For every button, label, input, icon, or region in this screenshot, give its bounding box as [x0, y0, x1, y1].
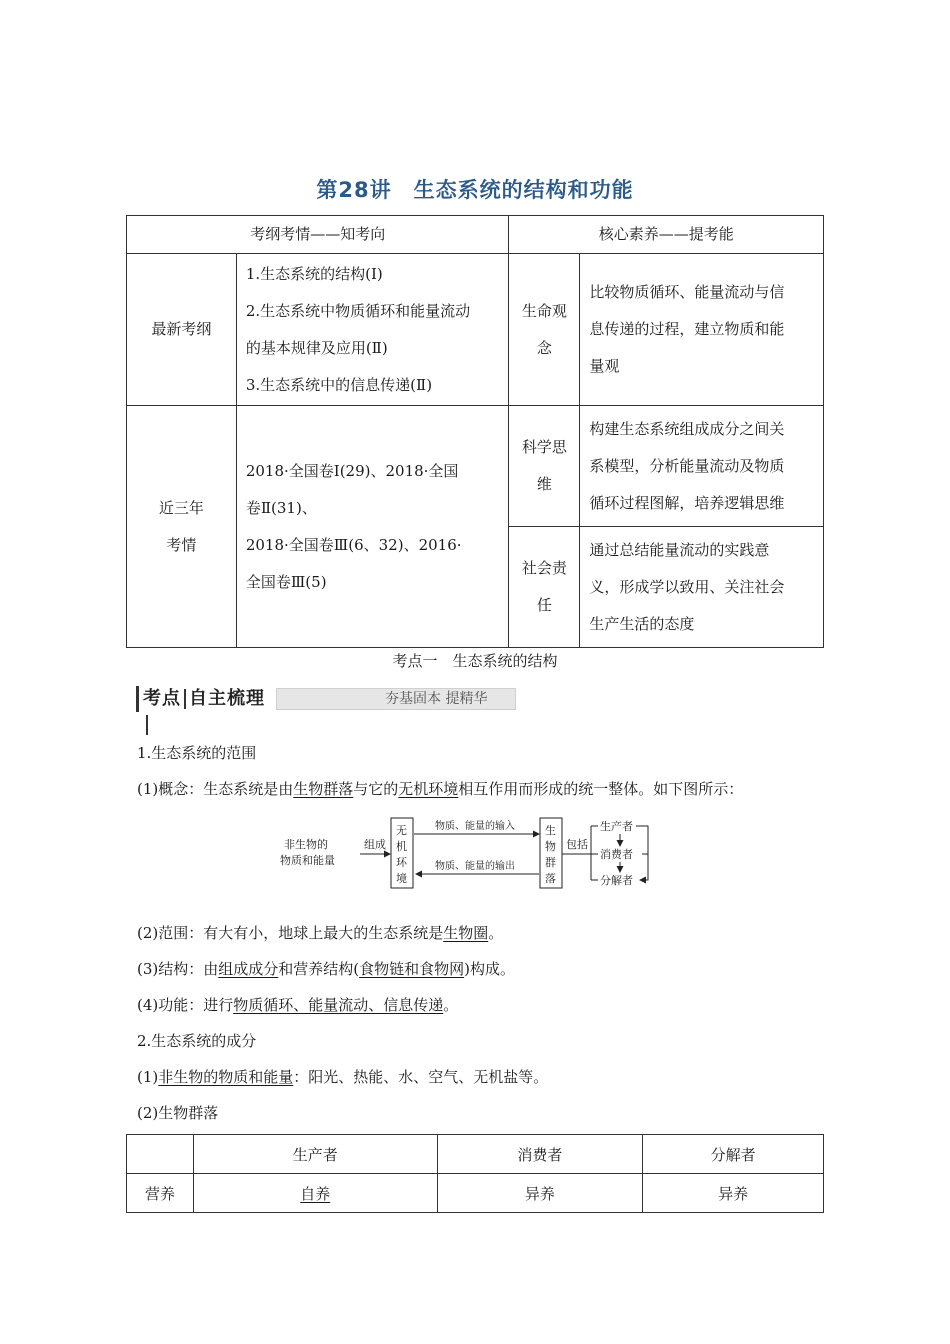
env-char-2: 机 — [396, 840, 407, 853]
page-title: 第28讲 生态系统的结构和功能 — [316, 178, 634, 202]
comm-cell-consumer: 异养 — [437, 1174, 643, 1213]
comm-row-label: 营养 — [127, 1174, 194, 1213]
community-char-3: 群 — [545, 856, 556, 869]
ecosystem-diagram — [280, 812, 670, 894]
header-right: 核心素养——提考能 — [509, 216, 824, 254]
row-label-latest: 最新考纲 — [127, 254, 237, 406]
env-char-3: 环 — [396, 856, 407, 869]
heading-ecosystem-components: 2.生态系统的成分 — [137, 1032, 257, 1050]
exam-requirements-table — [126, 215, 824, 648]
structure-paragraph: (3)结构：由组成成分和营养结构(食物链和食物网)构成。 — [137, 960, 515, 978]
literacy-name-3: 社会责 任 — [509, 527, 580, 648]
comm-header-producer: 生产者 — [193, 1135, 437, 1174]
heading-ecosystem-scope: 1.生态系统的范围 — [137, 744, 257, 762]
literacy-desc-3: 通过总结能量流动的实践意 义，形成学以致用、关注社会 生产生活的态度 — [580, 527, 824, 648]
literacy-desc-1: 比较物质循环、能量流动与信 息传递的过程，建立物质和能 量观 — [580, 254, 824, 406]
env-char-4: 境 — [396, 872, 407, 885]
consumer-label: 消费者 — [600, 848, 633, 861]
comm-header-consumer: 消费者 — [437, 1135, 643, 1174]
community-heading: (2)生物群落 — [137, 1104, 219, 1122]
header-left: 考纲考情——知考向 — [127, 216, 509, 254]
compose-label: 组成 — [364, 838, 386, 851]
recent-exams: 2018·全国卷Ⅰ(29)、2018·全国 卷Ⅱ(31)、 2018·全国卷Ⅲ(6、32)、2016· 全国卷Ⅲ(5) — [236, 406, 509, 648]
section-banner — [136, 686, 516, 712]
scope-paragraph: (2)范围：有大有小，地球上最大的生态系统是生物圈。 — [137, 924, 504, 942]
comm-cell-producer: 自养 — [193, 1174, 437, 1213]
function-paragraph: (4)功能：进行物质循环、能量流动、信息传递。 — [137, 996, 459, 1014]
comm-header-empty — [127, 1135, 194, 1174]
comm-cell-decomposer: 异养 — [643, 1174, 824, 1213]
latest-requirements: 1.生态系统的结构(Ⅰ) 2.生态系统中物质循环和能量流动 的基本规律及应用(Ⅱ) 3.生态系统中的信息传递(Ⅱ) — [236, 254, 509, 406]
concept-paragraph: (1)概念：生态系统是由生物群落与它的无机环境相互作用而形成的统一整体。如下图所示： — [137, 780, 744, 798]
literacy-name-1: 生命观 念 — [509, 254, 580, 406]
literacy-name-2: 科学思 维 — [509, 406, 580, 527]
abiotic-label-2: 物质和能量 — [280, 854, 335, 867]
comm-header-decomposer: 分解者 — [643, 1135, 824, 1174]
section-title: 考点一 生态系统的结构 — [392, 652, 558, 670]
env-char-1: 无 — [396, 824, 407, 837]
banner-label: 考点 自主梳理 — [136, 686, 272, 712]
abiotic-label-1: 非生物的 — [284, 838, 328, 851]
banner-tagline: 夯基固本 提精华 — [276, 688, 516, 710]
community-table — [126, 1134, 824, 1213]
include-label: 包括 — [566, 838, 588, 851]
community-char-4: 落 — [545, 872, 556, 885]
row-label-recent: 近三年 考情 — [127, 406, 237, 648]
decomposer-label: 分解者 — [600, 874, 633, 887]
input-label: 物质、能量的输入 — [435, 821, 515, 832]
community-char-1: 生 — [545, 824, 556, 837]
producer-label: 生产者 — [600, 820, 633, 833]
literacy-desc-2: 构建生态系统组成成分之间关 系模型，分析能量流动及物质 循环过程图解，培养逻辑思维 — [580, 406, 824, 527]
community-char-2: 物 — [545, 840, 556, 853]
abiotic-paragraph: (1)非生物的物质和能量：阳光、热能、水、空气、无机盐等。 — [137, 1068, 549, 1086]
output-label: 物质、能量的输出 — [435, 861, 515, 872]
